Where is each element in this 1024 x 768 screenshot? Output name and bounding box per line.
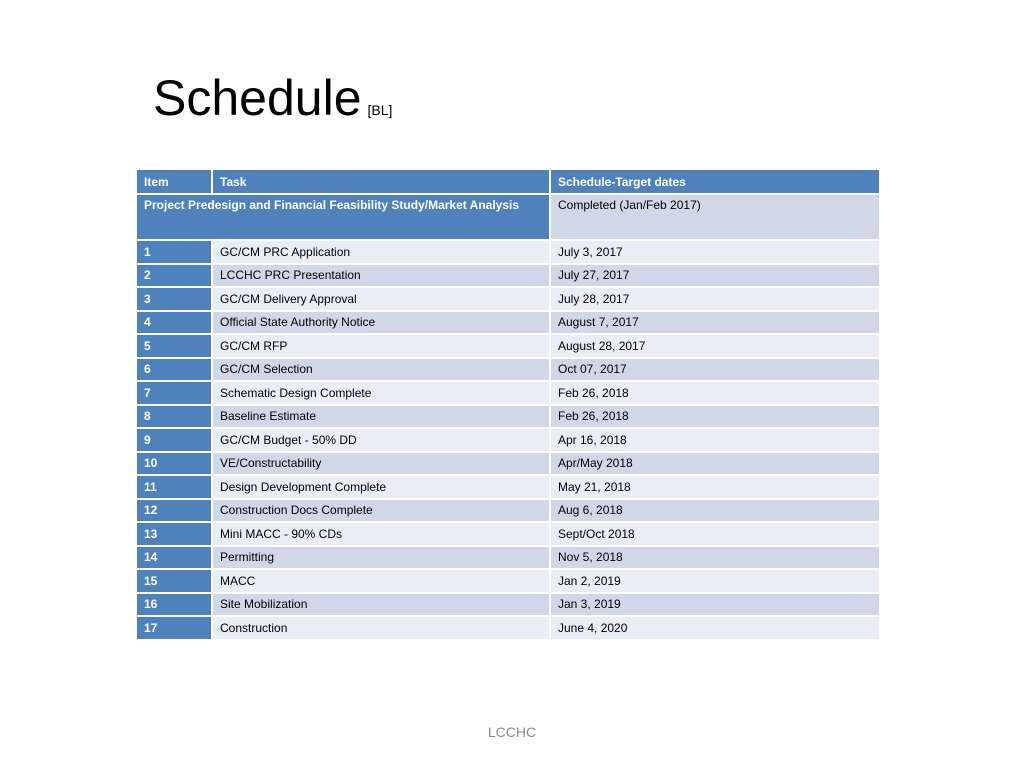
table-row	[137, 263, 879, 287]
target-date: Feb 26, 2018	[551, 380, 879, 404]
table-row	[137, 286, 879, 310]
table-row	[137, 521, 879, 545]
item-number: 7	[137, 380, 213, 404]
task-name: Construction Docs Complete	[213, 498, 551, 522]
page-title: Schedule	[153, 70, 362, 126]
table-row	[137, 545, 879, 569]
task-name: VE/Constructability	[213, 451, 551, 475]
task-name: GC/CM Selection	[213, 357, 551, 381]
item-number: 5	[137, 333, 213, 357]
target-date: August 7, 2017	[551, 310, 879, 334]
predesign-label: Project Predesign and Financial Feasibility Study/Market Analysis	[137, 193, 551, 239]
target-date: Nov 5, 2018	[551, 545, 879, 569]
task-name: GC/CM Delivery Approval	[213, 286, 551, 310]
table-row	[137, 357, 879, 381]
title-suffix: [BL]	[367, 102, 393, 118]
table-row	[137, 310, 879, 334]
target-date: June 4, 2020	[551, 615, 879, 639]
table-row	[137, 239, 879, 263]
table-row	[137, 333, 879, 357]
item-number: 3	[137, 286, 213, 310]
target-date: July 28, 2017	[551, 286, 879, 310]
task-name: GC/CM PRC Application	[213, 239, 551, 263]
task-name: Baseline Estimate	[213, 404, 551, 428]
item-number: 11	[137, 474, 213, 498]
item-number: 8	[137, 404, 213, 428]
schedule-table	[137, 170, 879, 639]
table-row	[137, 451, 879, 475]
item-number: 17	[137, 615, 213, 639]
item-number: 4	[137, 310, 213, 334]
target-date: Apr/May 2018	[551, 451, 879, 475]
predesign-date: Completed (Jan/Feb 2017)	[551, 193, 879, 239]
task-name: Design Development Complete	[213, 474, 551, 498]
item-number: 6	[137, 357, 213, 381]
task-name: Schematic Design Complete	[213, 380, 551, 404]
item-number: 14	[137, 545, 213, 569]
table-row	[137, 498, 879, 522]
item-number: 15	[137, 568, 213, 592]
slide-title	[153, 68, 392, 128]
task-name: Site Mobilization	[213, 592, 551, 616]
item-number: 2	[137, 263, 213, 287]
target-date: August 28, 2017	[551, 333, 879, 357]
footer-label: LCCHC	[487, 724, 537, 740]
header-item: Item	[137, 170, 213, 193]
table-row	[137, 592, 879, 616]
table-row	[137, 380, 879, 404]
task-name: Mini MACC - 90% CDs	[213, 521, 551, 545]
task-name: LCCHC PRC Presentation	[213, 263, 551, 287]
item-number: 13	[137, 521, 213, 545]
item-number: 16	[137, 592, 213, 616]
item-number: 10	[137, 451, 213, 475]
target-date: Feb 26, 2018	[551, 404, 879, 428]
target-date: Aug 6, 2018	[551, 498, 879, 522]
task-name: GC/CM Budget - 50% DD	[213, 427, 551, 451]
target-date: Jan 2, 2019	[551, 568, 879, 592]
table-row	[137, 568, 879, 592]
item-number: 9	[137, 427, 213, 451]
target-date: July 27, 2017	[551, 263, 879, 287]
item-number: 12	[137, 498, 213, 522]
table-row	[137, 474, 879, 498]
table-row	[137, 427, 879, 451]
task-name: GC/CM RFP	[213, 333, 551, 357]
task-name: Official State Authority Notice	[213, 310, 551, 334]
target-date: May 21, 2018	[551, 474, 879, 498]
header-task: Task	[213, 170, 551, 193]
predesign-row	[137, 193, 879, 239]
header-dates: Schedule-Target dates	[551, 170, 879, 193]
target-date: Oct 07, 2017	[551, 357, 879, 381]
target-date: Jan 3, 2019	[551, 592, 879, 616]
task-name: Construction	[213, 615, 551, 639]
target-date: Sept/Oct 2018	[551, 521, 879, 545]
table-row	[137, 615, 879, 639]
table-row	[137, 404, 879, 428]
table-header-row	[137, 170, 879, 193]
task-name: Permitting	[213, 545, 551, 569]
task-name: MACC	[213, 568, 551, 592]
target-date: Apr 16, 2018	[551, 427, 879, 451]
item-number: 1	[137, 239, 213, 263]
target-date: July 3, 2017	[551, 239, 879, 263]
